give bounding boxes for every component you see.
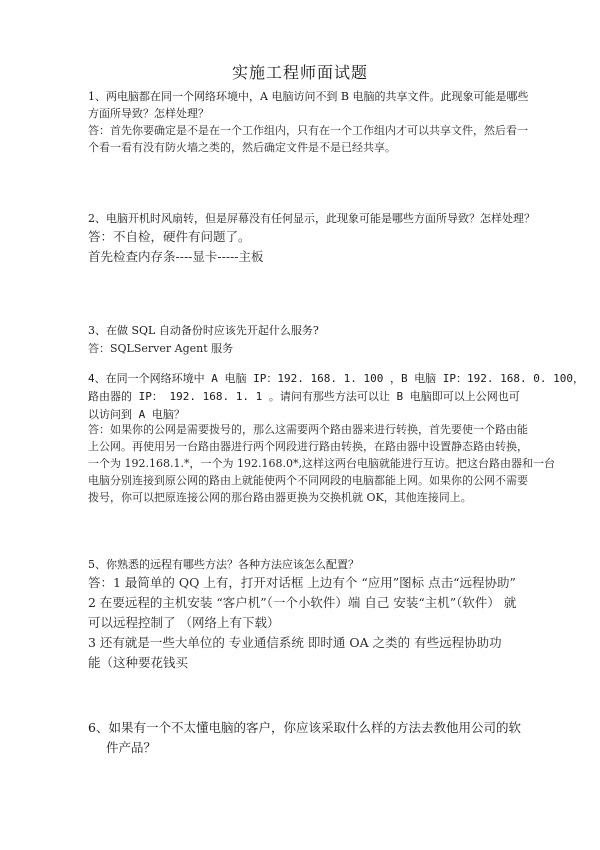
question-4-line-2: 路由器的 IP： 192. 168. 1. 1 。请问有那些方法可以让 B 电脑即可以上公网也可 [88, 390, 520, 403]
answer-2-line-1: 答：不自检，硬件有问题了。 [88, 229, 251, 244]
page-title: 实施工程师面试题 [231, 63, 368, 82]
answer-1-line-2: 个看一看有没有防火墙之类的，然后确定文件是不是已经共享。 [88, 141, 396, 154]
question-4-line-3: 以访问到 A 电脑？ [88, 408, 185, 421]
question-5-text: 5、你熟悉的远程有哪些方法？各种方法应该怎么配置？ [88, 558, 359, 571]
question-2-text: 2、电脑开机时风扇转，但是屏幕没有任何显示，此现象可能是哪些方面所导致？怎样处理？ [88, 212, 535, 225]
question-3-text: 3、在做 SQL 自动备份时应该先开起什么服务? [88, 324, 319, 337]
answer-5-line-1: 答：1 最简单的 QQ 上有，打开对话框 上边有个 “应用”图标 点击“远程协助” [88, 575, 516, 590]
answer-4-line-1: 答：如果你的公网是需要拨号的，那么这需要两个路由器来进行转换，首先要使一个路由能 [88, 423, 528, 436]
answer-5-line-5: 能（这种要花钱买 [88, 655, 189, 670]
answer-2-line-2: 首先检查内存条----显卡-----主板 [88, 249, 264, 264]
answer-2 [88, 227, 528, 267]
answer-4-line-3: 一个为 192.168.1.*，一个为 192.168.0*,这样这两台电脑就能进行互访。把这台路由器和一台 [88, 457, 555, 470]
answer-4-line-2: 上公网。再使用另一台路由器进行两个网段进行路由转换，在路由器中设置静态路由转换， [88, 440, 528, 453]
answer-3 [88, 340, 528, 357]
answer-1 [88, 122, 528, 156]
answer-5-line-2: 2 在要远程的主机安装 “客户机”（一个小软件）端 自己 安装“主机”（软件） 就 [88, 595, 517, 610]
question-1-line-2: 方面所导致？怎样处理？ [88, 107, 209, 120]
question-5 [88, 556, 528, 573]
question-4-line-1: 4、在同一个网络环境中 A 电脑 IP：192. 168. 1. 100 ，B 电脑 IP：192. 168. 0. 100， [88, 372, 585, 385]
answer-5 [88, 573, 528, 673]
question-6-line-2: 件产品？ [106, 740, 157, 755]
answer-3-text: 答：SQLServer Agent 服务 [88, 342, 234, 355]
question-6-line-1: 6、如果有一个不太懂电脑的客户，你应该采取什么样的方法去教他用公司的软 [88, 720, 521, 735]
question-1 [88, 88, 528, 122]
answer-4-line-5: 拨号，你可以把原连接公网的那台路由器更换为交换机就 OK，其他连接同上。 [88, 491, 472, 504]
answer-5-line-4: 3 还有就是一些大单位的 专业通信系统 即时通 OA 之类的 有些远程协助功 [88, 635, 502, 650]
question-2 [88, 210, 535, 227]
answer-1-line-1: 答：首先你要确定是不是在一个工作组内，只有在一个工作组内才可以共享文件，然后看一 [88, 124, 528, 137]
question-4 [88, 370, 585, 424]
question-1-line-1: 1、两电脑都在同一个网络环境中，A 电脑访问不到 B 电脑的共享文件。此现象可能是哪些 [88, 90, 529, 103]
question-3 [88, 322, 528, 339]
answer-4-line-4: 电脑分别连接到原公网的路由上就能使两个不同网段的电脑都能上网。如果你的公网不需要 [88, 474, 528, 487]
answer-5-line-3: 可以远程控制了 （网络上有下载） [88, 615, 280, 630]
answer-4 [88, 421, 555, 506]
question-6 [88, 718, 528, 758]
